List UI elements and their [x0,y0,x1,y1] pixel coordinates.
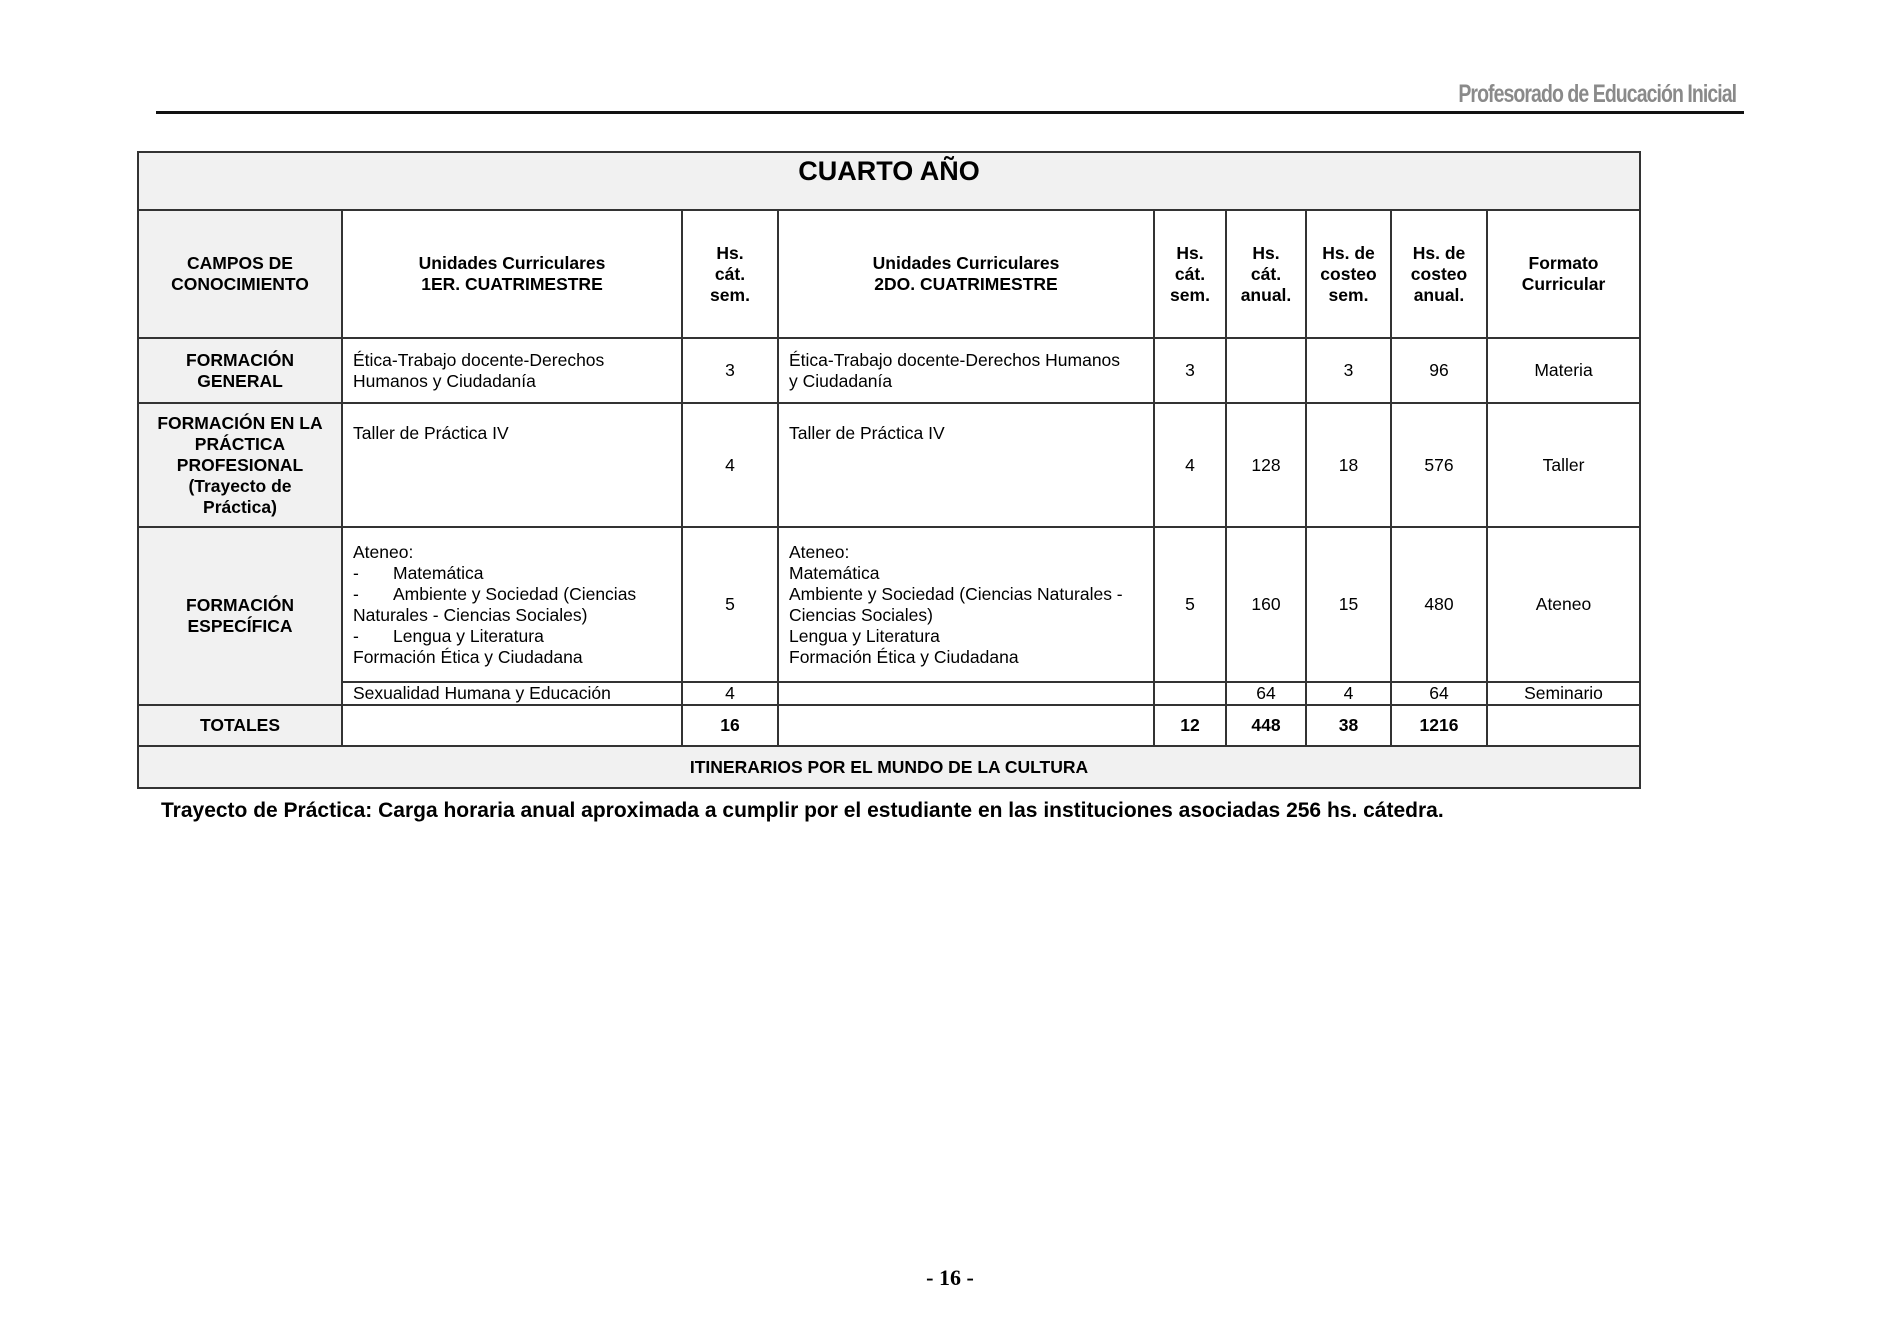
header-uc2: Unidades Curriculares 2DO. CUATRIMESTRE [778,210,1154,338]
hs-sem-2-cell: 3 [1154,338,1226,403]
totals-costeo-sem: 38 [1306,705,1391,746]
costeo-sem-cell: 3 [1306,338,1391,403]
table-header-row [138,210,1640,338]
formato-cell: Taller [1487,403,1640,527]
totals-hs-sem-1: 16 [682,705,778,746]
costeo-anual-cell: 64 [1391,682,1487,705]
totals-costeo-anual: 1216 [1391,705,1487,746]
campo-cell: FORMACIÓN EN LA PRÁCTICA PROFESIONAL (Trayecto de Práctica) [138,403,342,527]
hs-sem-1-cell: 3 [682,338,778,403]
hs-sem-2-cell: 4 [1154,403,1226,527]
uc1-cell: Ateneo: - Matemática - Ambiente y Sociedad (Ciencias Naturales - Ciencias Sociales) - Lengua y Literatura Formación Ética y Ciudadana [342,527,682,682]
itinerarios-label: ITINERARIOS POR EL MUNDO DE LA CULTURA [138,746,1640,788]
uc2-cell: Ética-Trabajo docente-Derechos Humanos y Ciudadanía [778,338,1154,403]
costeo-sem-cell: 4 [1306,682,1391,705]
header-uc1: Unidades Curriculares 1ER. CUATRIMESTRE [342,210,682,338]
totals-uc1-cell [342,705,682,746]
uc2-cell: Ateneo: Matemática Ambiente y Sociedad (Ciencias Naturales - Ciencias Sociales) Lengua y Literatura Formación Ética y Ciudadana [778,527,1154,682]
table-row [138,527,1640,682]
hs-sem-2-cell [1154,682,1226,705]
header-hs-sem-1: Hs. cát. sem. [682,210,778,338]
practice-note: Trayecto de Práctica: Carga horaria anual aproximada a cumplir por el estudiante en las instituciones asociadas 256 hs. cátedra. [161,799,1444,822]
uc1-cell: Sexualidad Humana y Educación [342,682,682,705]
curriculum-table [137,151,1641,789]
costeo-anual-cell: 480 [1391,527,1487,682]
uc1-cell: Ética-Trabajo docente-Derechos Humanos y Ciudadanía [342,338,682,403]
page-number: - 16 - [926,1265,974,1290]
header-campos: CAMPOS DE CONOCIMIENTO [138,210,342,338]
totals-uc2-cell [778,705,1154,746]
hs-anual-cell: 160 [1226,527,1306,682]
formato-cell: Ateneo [1487,527,1640,682]
formato-cell: Materia [1487,338,1640,403]
totals-formato-cell [1487,705,1640,746]
table-title: CUARTO AÑO [138,152,1640,210]
costeo-sem-cell: 18 [1306,403,1391,527]
uc2-cell: Taller de Práctica IV [778,403,1154,527]
costeo-anual-cell: 96 [1391,338,1487,403]
totals-label: TOTALES [138,705,342,746]
itinerarios-row [138,746,1640,788]
table-row [138,403,1640,527]
header-costeo-sem: Hs. de costeo sem. [1306,210,1391,338]
hs-anual-cell [1226,338,1306,403]
totals-row [138,705,1640,746]
totals-hs-anual: 448 [1226,705,1306,746]
running-header [156,78,1744,114]
header-formato: Formato Curricular [1487,210,1640,338]
hs-sem-1-cell: 5 [682,527,778,682]
formato-cell: Seminario [1487,682,1640,705]
campo-cell: FORMACIÓN ESPECÍFICA [138,527,342,705]
table-row [138,682,1640,705]
running-header-title: Profesorado de Educación Inicial [1458,80,1736,108]
header-hs-sem-2: Hs. cát. sem. [1154,210,1226,338]
hs-anual-cell: 64 [1226,682,1306,705]
uc2-cell [778,682,1154,705]
header-costeo-anual: Hs. de costeo anual. [1391,210,1487,338]
campo-cell: FORMACIÓN GENERAL [138,338,342,403]
hs-sem-1-cell: 4 [682,403,778,527]
table-row [138,338,1640,403]
header-hs-anual: Hs. cát. anual. [1226,210,1306,338]
hs-anual-cell: 128 [1226,403,1306,527]
hs-sem-2-cell: 5 [1154,527,1226,682]
uc1-cell: Taller de Práctica IV [342,403,682,527]
hs-sem-1-cell: 4 [682,682,778,705]
costeo-anual-cell: 576 [1391,403,1487,527]
totals-hs-sem-2: 12 [1154,705,1226,746]
costeo-sem-cell: 15 [1306,527,1391,682]
